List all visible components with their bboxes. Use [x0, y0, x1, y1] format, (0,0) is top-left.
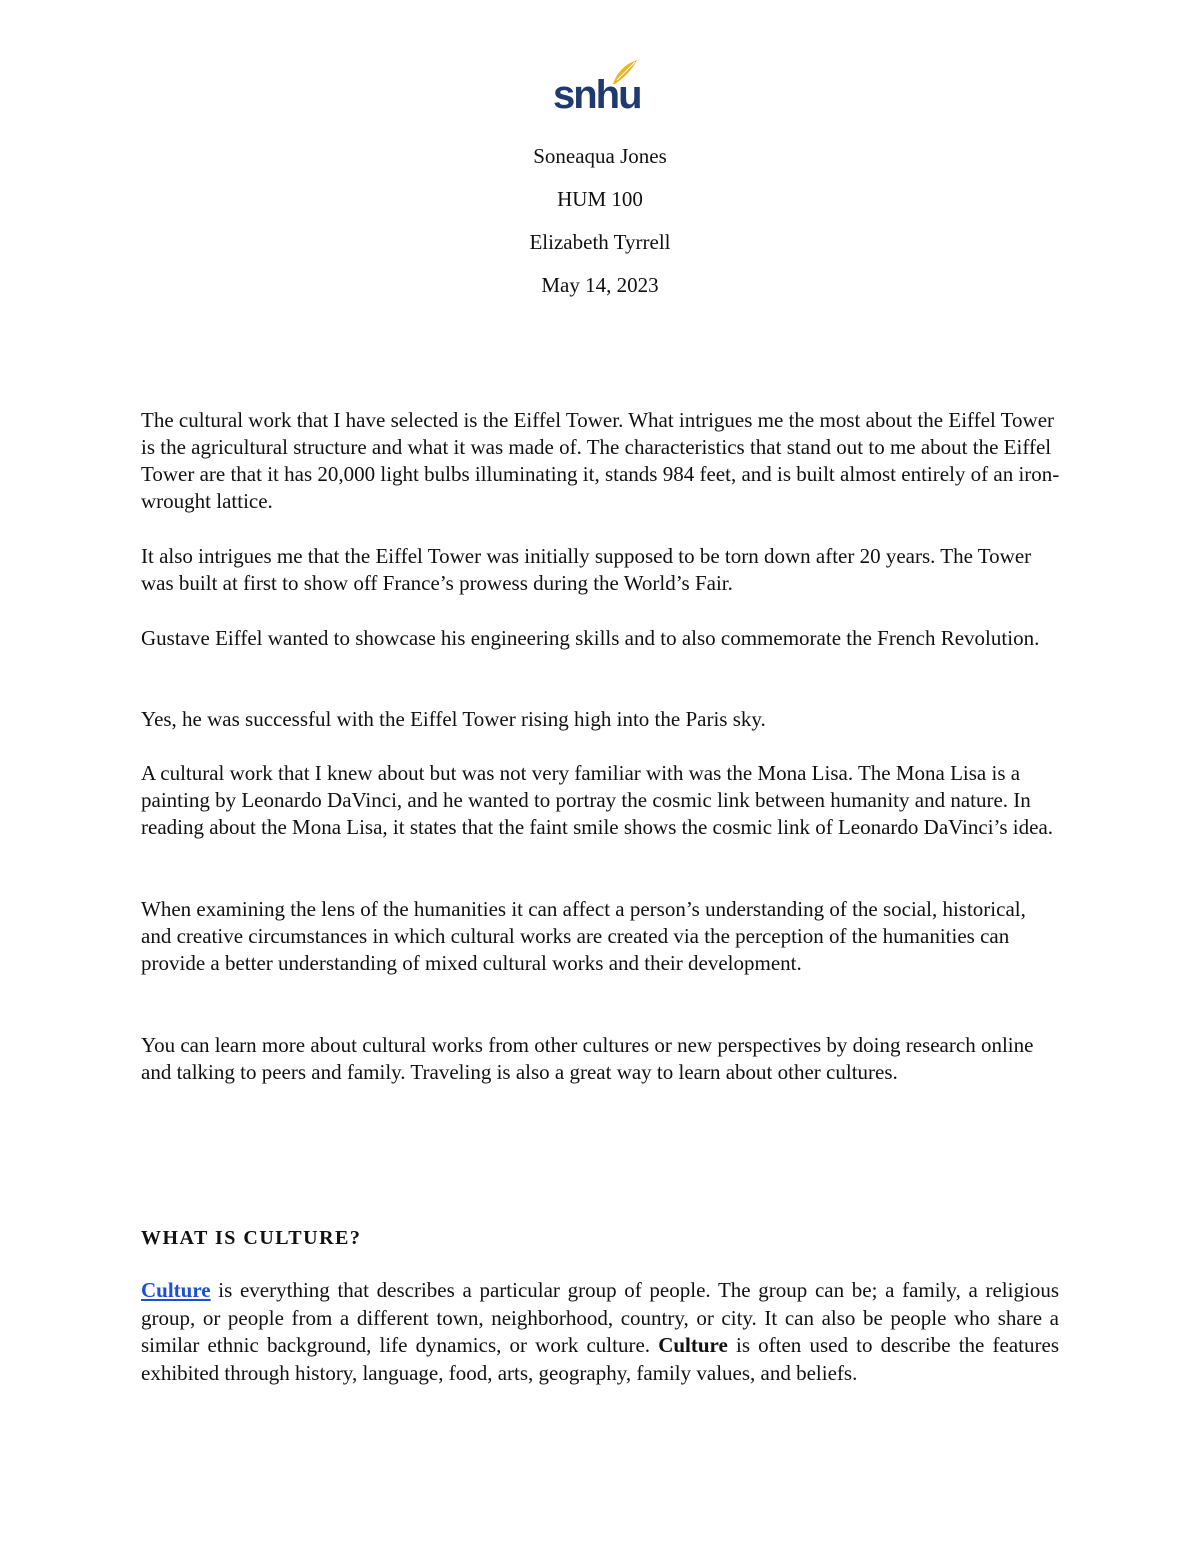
submission-date: May 14, 2023 [541, 273, 659, 297]
paragraph-eiffel-history [141, 543, 1061, 597]
course-code: HUM 100 [557, 187, 643, 211]
paragraph-text: The cultural work that I have selected is the Eiffel Tower. What intrigues me the most about the Eiffel Tower is the agricultural structure and what it was made of. The characteristics that stand out to me about the Eiffel Tower are that it has 20,000 light bulbs illuminating it, stands 984 feet, and is built almost entirely of an iron-wrought lattice. [141, 408, 1060, 513]
paragraph-text: Gustave Eiffel wanted to showcase his engineering skills and to also commemorate the French Revolution. [141, 626, 1040, 650]
paragraph-gustave-eiffel [141, 625, 1061, 652]
paragraph-text: When examining the lens of the humanities it can affect a person’s understanding of the social, historical, and creative circumstances in which cultural works are created via the perception of the humanities can provide a better understanding of mixed cultural works and their development. [141, 897, 1026, 975]
flame-leaf-icon [609, 58, 639, 88]
culture-text-part-2: is often used to describe the features exhibited through history, language, food, arts, geography, family values, and beliefs. [141, 1333, 1059, 1385]
instructor-name: Elizabeth Tyrrell [529, 230, 671, 254]
paragraph-humanities-lens [141, 896, 1061, 977]
paragraph-mona-lisa [141, 760, 1061, 841]
paragraph-success [141, 706, 1061, 733]
author-name: Soneaqua Jones [533, 144, 667, 168]
culture-text-part-1: is everything that describes a particular group of people. The group can be; a family, a religious group, or people from a different town, neighborhood, country, or city. It can also be people who share a similar ethnic background, life dynamics, or work culture. [141, 1278, 1059, 1357]
section-heading: WHAT IS CULTURE? [141, 1227, 362, 1249]
paragraph-text: Yes, he was successful with the Eiffel Tower rising high into the Paris sky. [141, 707, 766, 731]
culture-bold-term: Culture [658, 1333, 728, 1357]
culture-definition-paragraph [141, 1277, 1059, 1387]
paragraph-learn-more [141, 1032, 1061, 1086]
culture-link[interactable]: Culture [141, 1278, 211, 1302]
paragraph-eiffel-intro [141, 407, 1061, 515]
paragraph-text: It also intrigues me that the Eiffel Tower was initially supposed to be torn down after 20 years. The Tower was built at first to show off France’s prowess during the World’s Fair. [141, 544, 1032, 595]
snhu-logo [553, 58, 643, 120]
paragraph-text: You can learn more about cultural works from other cultures or new perspectives by doing research online and talking to peers and family. Traveling is also a great way to learn about other cultures. [141, 1033, 1034, 1084]
paragraph-text: A cultural work that I knew about but was not very familiar with was the Mona Lisa. The Mona Lisa is a painting by Leonardo DaVinci, and he wanted to portray the cosmic link between humanity and nature. In reading about the Mona Lisa, it states that the faint smile shows the cosmic link of Leonardo DaVinci’s idea. [141, 761, 1054, 839]
logo-text: snhu [553, 73, 641, 117]
